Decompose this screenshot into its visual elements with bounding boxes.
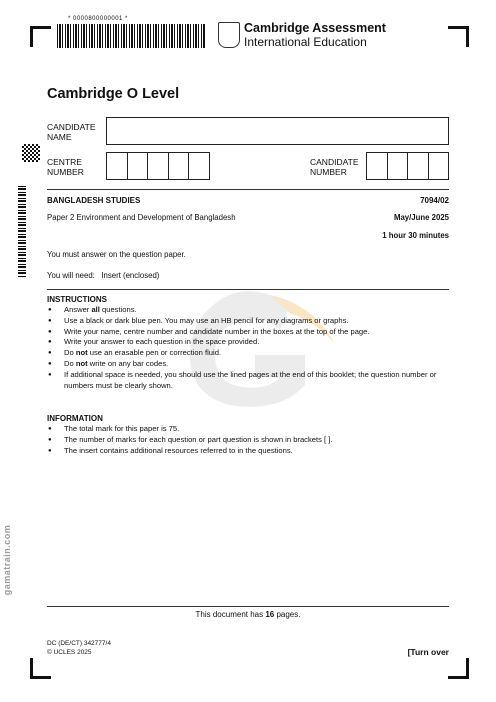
- qr-code: [22, 144, 40, 162]
- list-item: ● The insert contains additional resources referred to in the questions.: [47, 446, 447, 457]
- materials-needed: [47, 271, 159, 280]
- instructions-list: [47, 305, 447, 391]
- candidate-number-label-line2: NUMBER: [310, 167, 347, 177]
- side-watermark-text: gamatrain.com: [2, 524, 12, 596]
- crop-mark-top-right: [448, 26, 469, 47]
- information-heading: INFORMATION: [47, 414, 103, 423]
- copyright: © UCLES 2025: [47, 649, 92, 656]
- barcode-number: * 0000800000001 *: [68, 16, 128, 22]
- list-item: ● Do not use an erasable pen or correction fluid.: [47, 348, 447, 359]
- reference-code: DC (DE/CT) 342777/4: [47, 640, 111, 647]
- paper-title: Paper 2 Environment and Development of Bangladesh: [47, 213, 236, 222]
- page-title: Cambridge O Level: [47, 86, 180, 102]
- answer-note: You must answer on the question paper.: [47, 250, 186, 259]
- centre-number-label-line2: NUMBER: [47, 167, 84, 177]
- candidate-number-field[interactable]: [366, 152, 449, 180]
- logo-line1: Cambridge Assessment: [244, 21, 386, 35]
- page-count-prefix: This document has: [195, 610, 266, 619]
- logo-line2: International Education: [244, 35, 367, 49]
- list-item: ● Write your name, centre number and candidate number in the boxes at the top of the page.: [47, 327, 447, 338]
- instructions-heading: INSTRUCTIONS: [47, 295, 107, 304]
- candidate-name-label-line2: NAME: [47, 132, 72, 142]
- crop-mark-top-left: [30, 26, 51, 47]
- materials-value: Insert (enclosed): [101, 271, 160, 280]
- top-barcode: [57, 24, 205, 48]
- crop-mark-bottom-right: [448, 658, 469, 679]
- page-count-number: 16: [265, 610, 275, 619]
- materials-label: You will need:: [47, 271, 95, 280]
- crop-mark-bottom-left: [30, 658, 51, 679]
- list-item: ● Use a black or dark blue pen. You may use an HB pencil for any diagrams or graphs.: [47, 316, 447, 327]
- candidate-name-field[interactable]: [106, 117, 449, 145]
- exam-duration: 1 hour 30 minutes: [382, 231, 449, 240]
- list-item: ● If additional space is needed, you should use the lined pages at the end of this booklet; the question number or numbers must be clearly shown.: [47, 370, 447, 392]
- divider: [47, 189, 449, 190]
- turn-over-note: [Turn over: [407, 647, 449, 657]
- list-item: ● Write your answer to each question in the space provided.: [47, 337, 447, 348]
- divider: [47, 289, 449, 290]
- candidate-name-label-line1: CANDIDATE: [47, 122, 96, 132]
- cambridge-shield-icon: [218, 22, 240, 48]
- list-item: ● The number of marks for each question or part question is shown in brackets [ ].: [47, 435, 447, 446]
- centre-number-label-line1: CENTRE: [47, 157, 82, 167]
- page-count: [47, 610, 449, 619]
- candidate-number-label-line1: CANDIDATE: [310, 157, 359, 167]
- candidate-number-label: [310, 157, 359, 177]
- candidate-name-label: [47, 122, 96, 142]
- divider: [47, 606, 449, 607]
- list-item: ● Answer all questions.: [47, 305, 447, 316]
- side-barcode: [18, 186, 26, 278]
- centre-number-label: [47, 157, 84, 177]
- paper-code: 7094/02: [420, 196, 449, 205]
- subject-name: BANGLADESH STUDIES: [47, 196, 141, 205]
- list-item: ● Do not write on any bar codes.: [47, 359, 447, 370]
- list-item: ● The total mark for this paper is 75.: [47, 424, 447, 435]
- exam-session: May/June 2025: [393, 213, 449, 222]
- centre-number-field[interactable]: [106, 152, 210, 180]
- information-list: [47, 424, 447, 456]
- page-count-suffix: pages.: [274, 610, 301, 619]
